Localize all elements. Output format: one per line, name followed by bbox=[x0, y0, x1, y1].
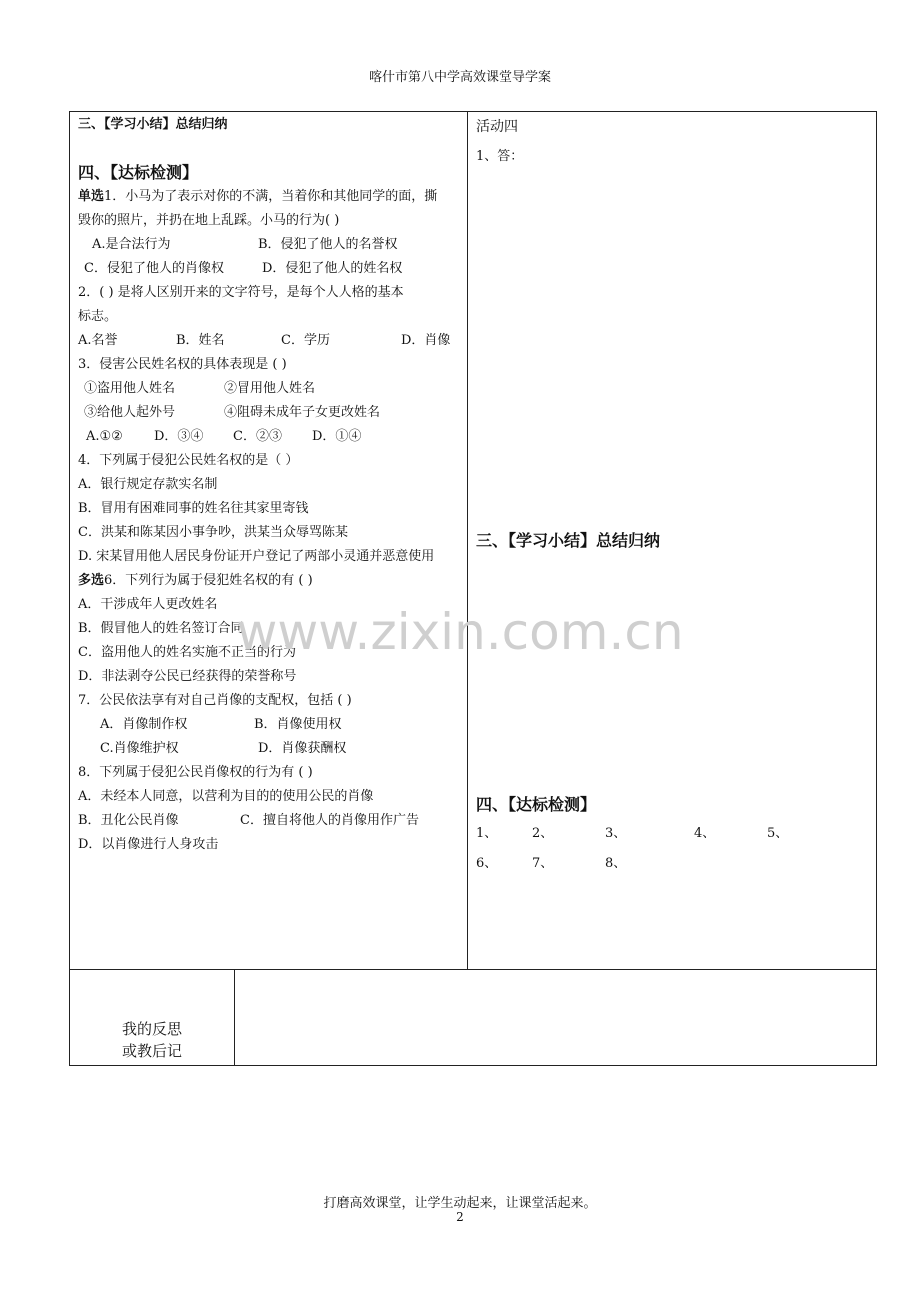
answer-slot-3: 3、 bbox=[605, 826, 627, 841]
question-4: 4．下列属于侵犯公民姓名权的是（ ） bbox=[78, 453, 299, 468]
q7-option-a: A．肖像制作权 bbox=[100, 717, 188, 732]
answer-slot-5: 5、 bbox=[767, 826, 789, 841]
q6-option-d: D．非法剥夺公民已经获得的荣誉称号 bbox=[78, 669, 297, 684]
page-footer: 打磨高效课堂，让学生动起来，让课堂活起来。 bbox=[323, 1196, 597, 1211]
q8-option-c: C．擅自将他人的肖像用作广告 bbox=[240, 813, 419, 828]
section-summary-title: 三、【学习小结】总结归纳 bbox=[78, 117, 228, 132]
row-divider bbox=[70, 969, 876, 970]
q1-option-d: D．侵犯了他人的姓名权 bbox=[262, 261, 403, 276]
answer-slot-8: 8、 bbox=[605, 856, 627, 871]
answer-slot-2: 2、 bbox=[532, 826, 554, 841]
q8-option-b: B．丑化公民肖像 bbox=[78, 813, 179, 828]
q1-option-c: C．侵犯了他人的肖像权 bbox=[84, 261, 224, 276]
q2-option-d: D．肖像 bbox=[401, 333, 451, 348]
single-choice-label: 单选 bbox=[78, 189, 105, 204]
q4-option-b: B．冒用有困难同事的姓名往其家里寄钱 bbox=[78, 501, 309, 516]
reflection-divider bbox=[234, 969, 235, 1065]
page-header: 喀什市第八中学高效课堂导学案 bbox=[368, 70, 551, 85]
q1-option-a: A.是合法行为 bbox=[92, 237, 171, 252]
q8-option-d: D．以肖像进行人身攻击 bbox=[78, 837, 219, 852]
question-7: 7．公民依法享有对自己肖像的支配权，包括 ( ) bbox=[78, 693, 352, 708]
q3-option-c: C．②③ bbox=[233, 429, 282, 444]
answer-slot-4: 4、 bbox=[694, 826, 716, 841]
answer-slot-6: 6、 bbox=[476, 856, 498, 871]
q3-option-b: D．③④ bbox=[154, 429, 204, 444]
right-test-title: 四、【达标检测】 bbox=[476, 795, 597, 814]
question-2-line1: 2．( ) 是将人区别开来的文字符号，是每个人人格的基本 bbox=[78, 285, 404, 300]
right-summary-title: 三、【学习小结】总结归纳 bbox=[476, 531, 661, 550]
answer-slot-1: 1、 bbox=[476, 826, 498, 841]
answer-label: 1、答： bbox=[476, 149, 524, 164]
q2-option-c: C．学历 bbox=[281, 333, 330, 348]
q8-option-a: A．未经本人同意，以营利为目的的使用公民的肖像 bbox=[78, 789, 374, 804]
section-test-title: 四、【达标检测】 bbox=[78, 163, 199, 182]
question-8: 8．下列属于侵犯公民肖像权的行为有 ( ) bbox=[78, 765, 313, 780]
q4-option-d: D. 宋某冒用他人居民身份证开户登记了两部小灵通并恶意使用 bbox=[78, 549, 435, 564]
column-divider bbox=[467, 112, 468, 969]
q3-option-d: D．①④ bbox=[312, 429, 362, 444]
reflection-label: 我的反思 或教后记 bbox=[121, 1020, 182, 1060]
q2-option-b: B．姓名 bbox=[176, 333, 225, 348]
question-2-line2: 标志。 bbox=[78, 309, 118, 324]
answer-slot-7: 7、 bbox=[532, 856, 554, 871]
q3-item-4: ④阻碍未成年子女更改姓名 bbox=[224, 405, 381, 420]
q1-option-b: B．侵犯了他人的名誉权 bbox=[258, 237, 398, 252]
q3-item-2: ②冒用他人姓名 bbox=[224, 381, 316, 396]
q6-option-c: C．盗用他人的姓名实施不正当的行为 bbox=[78, 645, 296, 660]
q7-option-b: B．肖像使用权 bbox=[254, 717, 342, 732]
question-6: 多选6．下列行为属于侵犯姓名权的有 ( ) bbox=[78, 573, 313, 588]
watermark: www.zixin.com.cn bbox=[236, 603, 684, 661]
q7-option-c: C.肖像维护权 bbox=[100, 741, 179, 756]
multi-choice-label: 多选 bbox=[78, 573, 105, 588]
question-1-line1: 单选1．小马为了表示对你的不满，当着你和其他同学的面，撕 bbox=[78, 189, 438, 204]
question-3: 3．侵害公民姓名权的具体表现是 ( ) bbox=[78, 357, 287, 372]
q7-option-d: D．肖像获酬权 bbox=[258, 741, 347, 756]
q2-option-a: A.名誉 bbox=[78, 333, 118, 348]
q3-option-a: A.①② bbox=[86, 429, 123, 444]
q3-item-1: ①盗用他人姓名 bbox=[84, 381, 176, 396]
q4-option-c: C．洪某和陈某因小事争吵，洪某当众辱骂陈某 bbox=[78, 525, 348, 540]
q6-option-b: B．假冒他人的姓名签订合同 bbox=[78, 621, 244, 636]
q6-option-a: A．干涉成年人更改姓名 bbox=[78, 597, 218, 612]
q4-option-a: A．银行规定存款实名制 bbox=[78, 477, 218, 492]
question-1-line2: 毁你的照片，并扔在地上乱踩。小马的行为( ) bbox=[78, 213, 340, 228]
q3-item-3: ③给他人起外号 bbox=[84, 405, 176, 420]
page-number: 2 bbox=[456, 1210, 464, 1224]
activity-four-label: 活动四 bbox=[476, 119, 518, 135]
